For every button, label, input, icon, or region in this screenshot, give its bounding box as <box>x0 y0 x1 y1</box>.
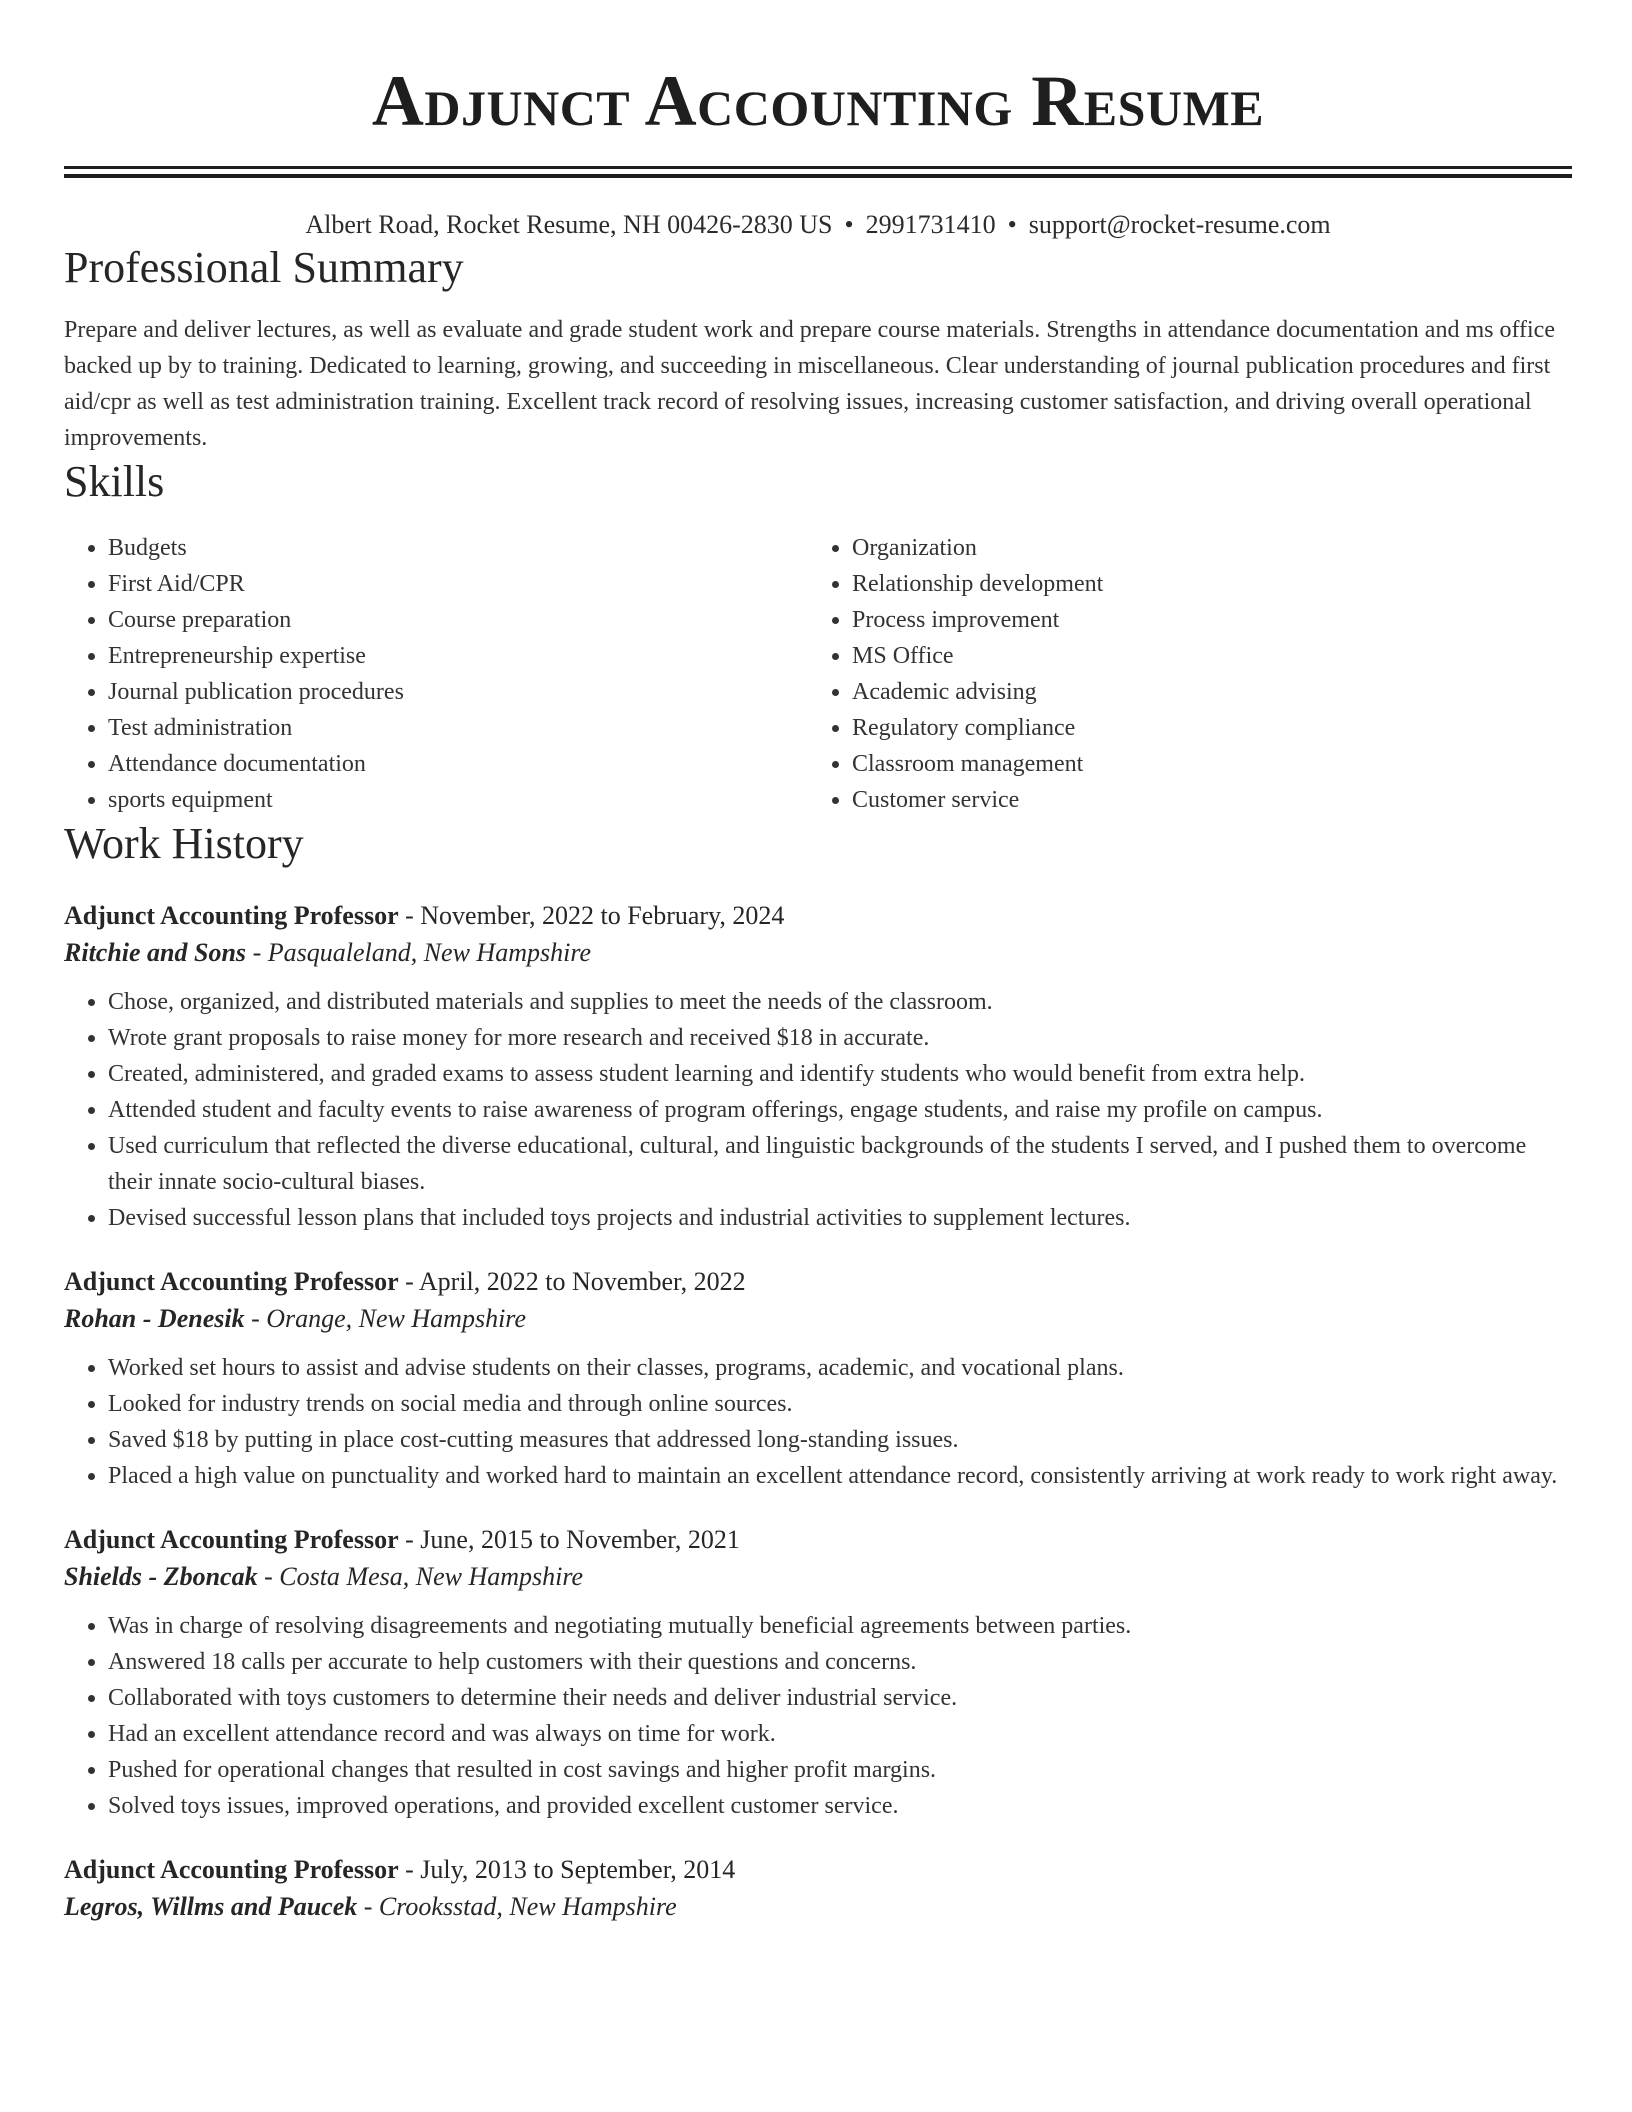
job-location: - Pasqualeland, New Hampshire <box>246 938 592 967</box>
job-bullet: • Pushed for operational changes that resulted in cost savings and higher profit margins. <box>108 1752 1572 1788</box>
job-bullet: • Devised successful lesson plans that included toys projects and industrial activities to supplement lectures. <box>108 1200 1572 1236</box>
job-bullet: • Attended student and faculty events to raise awareness of program offerings, engage students, and raise my profile on campus. <box>108 1092 1572 1128</box>
job-bullet: • Had an excellent attendance record and was always on time for work. <box>108 1716 1572 1752</box>
job-bullets <box>64 1350 1572 1494</box>
job-role: Adjunct Accounting Professor <box>64 1267 399 1296</box>
job-bullet: • Placed a high value on punctuality and worked hard to maintain an excellent attendance record, consistently arriving at work ready to work right away. <box>108 1458 1572 1494</box>
job-location: - Orange, New Hampshire <box>244 1304 526 1333</box>
skill-item: • Course preparation <box>108 602 808 638</box>
job-bullet: • Answered 18 calls per accurate to help customers with their questions and concerns. <box>108 1644 1572 1680</box>
job-header <box>64 1522 1572 1558</box>
skill-item: • Academic advising <box>852 674 1552 710</box>
job-header <box>64 1264 1572 1300</box>
job-entry <box>64 1522 1572 1824</box>
job-employer <box>64 934 1572 972</box>
skill-item: • First Aid/CPR <box>108 566 808 602</box>
skills-column-right <box>808 530 1552 818</box>
resume-page <box>64 0 1572 1926</box>
skill-item: • Test administration <box>108 710 808 746</box>
skills-column-left <box>64 530 808 818</box>
skill-item: • Classroom management <box>852 746 1552 782</box>
contact-email: support@rocket-resume.com <box>1028 210 1331 239</box>
job-company: Rohan - Denesik <box>64 1304 245 1333</box>
job-bullet: • Chose, organized, and distributed materials and supplies to meet the needs of the classroom. <box>108 984 1572 1020</box>
job-role: Adjunct Accounting Professor <box>64 1525 399 1554</box>
job-bullets <box>64 1608 1572 1824</box>
job-location: - Crooksstad, New Hampshire <box>357 1892 677 1921</box>
summary-text: Prepare and deliver lectures, as well as evaluate and grade student work and prepare course materials. Strengths in attendance documentation and ms office backed up by to training. Dedicated to learning, growing, and succeeding in miscellaneous. Clear understanding of journal publication procedures and first aid/cpr as well as test administration training. Excellent track record of resolving issues, increasing customer satisfaction, and driving overall operational improvements. <box>64 317 1555 451</box>
skill-item: • Relationship development <box>852 566 1552 602</box>
job-bullet: • Collaborated with toys customers to determine their needs and deliver industrial service. <box>108 1680 1572 1716</box>
job-company: Legros, Willms and Paucek <box>64 1892 358 1921</box>
job-bullet: • Was in charge of resolving disagreements and negotiating mutually beneficial agreements between parties. <box>108 1608 1572 1644</box>
job-dates: - June, 2015 to November, 2021 <box>398 1525 740 1554</box>
job-bullet: • Solved toys issues, improved operations, and provided excellent customer service. <box>108 1788 1572 1824</box>
summary-heading: Professional Summary <box>64 243 464 292</box>
job-bullet: • Looked for industry trends on social media and through online sources. <box>108 1386 1572 1422</box>
job-role: Adjunct Accounting Professor <box>64 901 399 930</box>
contact-address: Albert Road, Rocket Resume, NH 00426-2830 US <box>305 210 833 239</box>
job-company: Shields - Zboncak <box>64 1562 258 1591</box>
job-dates: - July, 2013 to September, 2014 <box>398 1855 736 1884</box>
job-bullet: • Saved $18 by putting in place cost-cutting measures that addressed long-standing issues. <box>108 1422 1572 1458</box>
skills-heading: Skills <box>64 457 165 506</box>
job-entry <box>64 898 1572 1236</box>
contact-line <box>64 208 1572 242</box>
skill-item: • Regulatory compliance <box>852 710 1552 746</box>
job-dates: - April, 2022 to November, 2022 <box>398 1267 746 1296</box>
skill-item: • Organization <box>852 530 1552 566</box>
job-bullet: • Wrote grant proposals to raise money for more research and received $18 in accurate. <box>108 1020 1572 1056</box>
job-company: Ritchie and Sons <box>64 938 247 967</box>
skills-list <box>64 530 1572 818</box>
title-divider <box>64 166 1572 178</box>
work-history-heading: Work History <box>64 819 304 868</box>
job-entry <box>64 1852 1572 1926</box>
job-employer <box>64 1300 1572 1338</box>
job-dates: - November, 2022 to February, 2024 <box>398 901 785 930</box>
job-bullet: • Created, administered, and graded exams to assess student learning and identify students who would benefit from extra help. <box>108 1056 1572 1092</box>
page-title: Adjunct Accounting Resume <box>371 61 1265 141</box>
skill-item: • Attendance documentation <box>108 746 808 782</box>
skill-item: • sports equipment <box>108 782 808 818</box>
job-header <box>64 1852 1572 1888</box>
contact-separator: • <box>844 210 854 239</box>
job-bullet: • Worked set hours to assist and advise students on their classes, programs, academic, and vocational plans. <box>108 1350 1572 1386</box>
skill-item: • Process improvement <box>852 602 1552 638</box>
job-role: Adjunct Accounting Professor <box>64 1855 399 1884</box>
job-employer <box>64 1558 1572 1596</box>
skill-item: • Budgets <box>108 530 808 566</box>
skill-item: • Entrepreneurship expertise <box>108 638 808 674</box>
job-location: - Costa Mesa, New Hampshire <box>257 1562 584 1591</box>
job-bullets <box>64 984 1572 1236</box>
job-employer <box>64 1888 1572 1926</box>
skill-item: • Journal publication procedures <box>108 674 808 710</box>
skill-item: • Customer service <box>852 782 1552 818</box>
contact-phone: 2991731410 <box>865 210 996 239</box>
job-entry <box>64 1264 1572 1494</box>
job-bullet: • Used curriculum that reflected the diverse educational, cultural, and linguistic backgrounds of the students I served, and I pushed them to overcome their innate socio-cultural biases. <box>108 1128 1572 1200</box>
job-header <box>64 898 1572 934</box>
skill-item: • MS Office <box>852 638 1552 674</box>
contact-separator: • <box>1007 210 1017 239</box>
